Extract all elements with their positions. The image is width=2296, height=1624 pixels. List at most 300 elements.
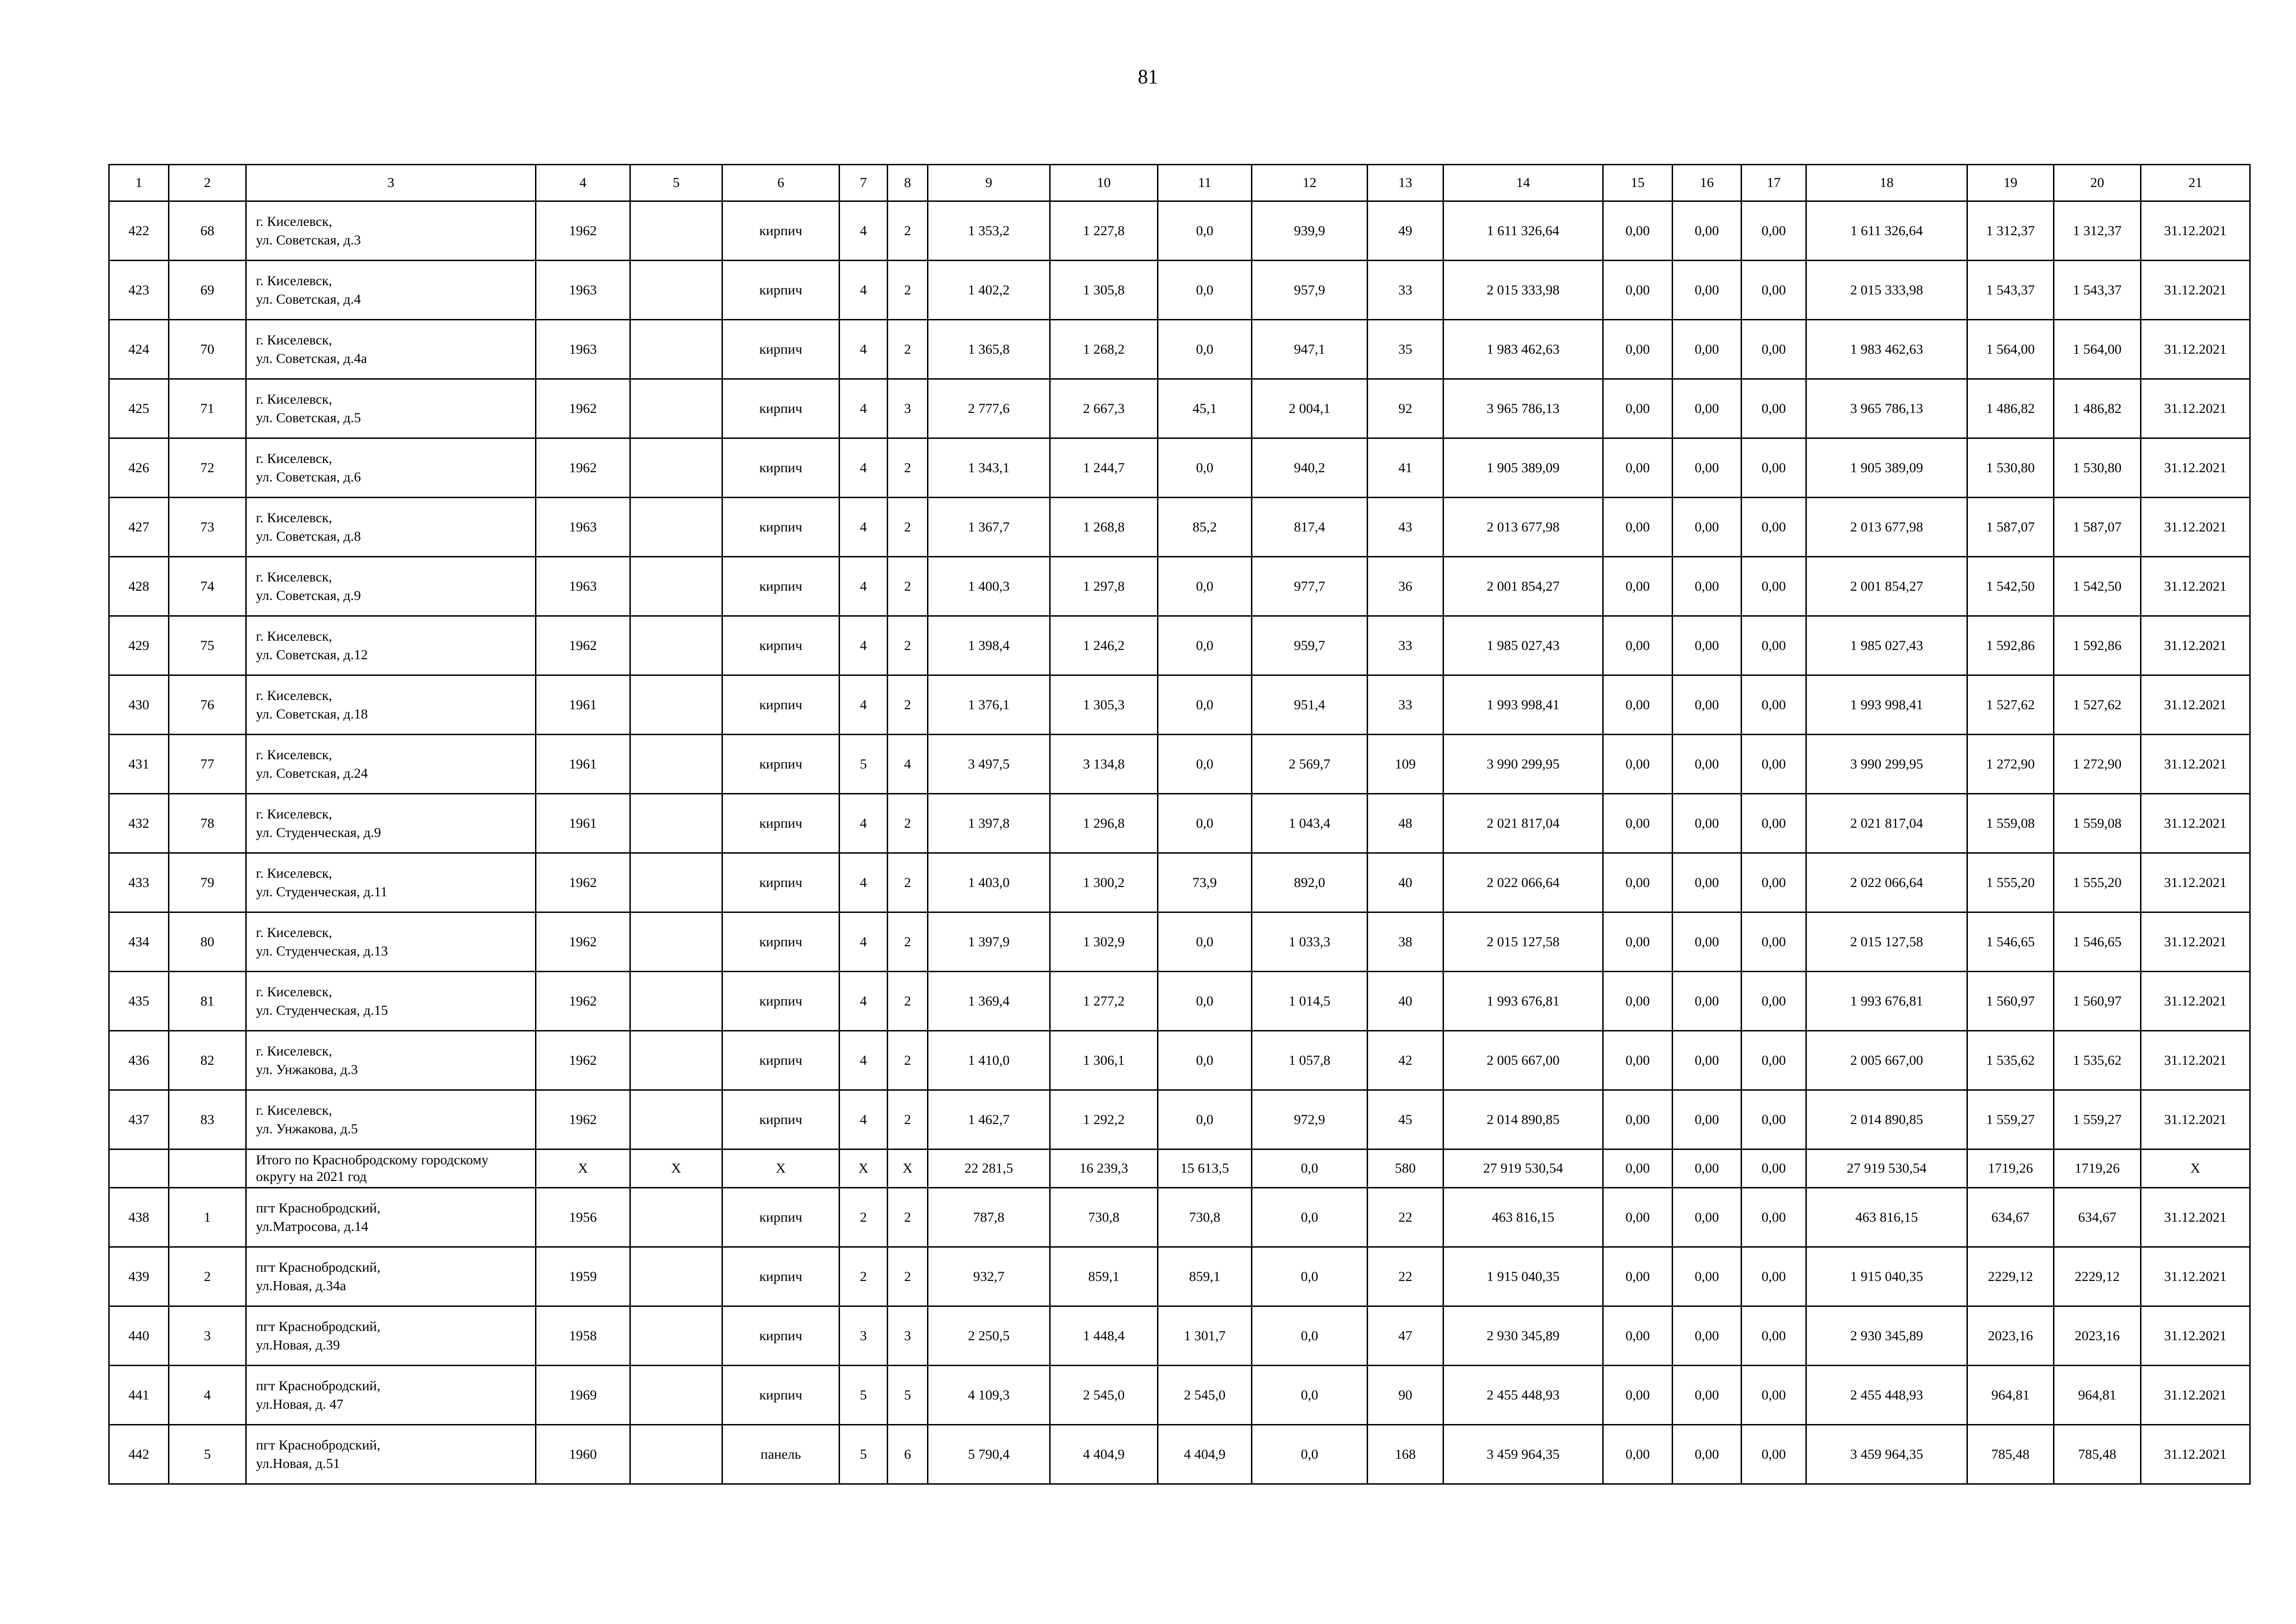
table-cell: 4 <box>840 794 888 853</box>
table-cell: 1962 <box>536 1090 630 1149</box>
table-cell: 76 <box>169 675 246 735</box>
table-cell: 0,0 <box>1158 1090 1252 1149</box>
table-cell: 1 905 389,09 <box>1806 438 1967 498</box>
table-cell: 0,0 <box>1158 794 1252 853</box>
table-cell: 48 <box>1368 794 1444 853</box>
table-cell: 2 <box>888 1090 928 1149</box>
table-cell: 3 <box>840 1306 888 1366</box>
table-cell: 1 530,80 <box>1967 438 2054 498</box>
table-cell: 1 546,65 <box>1967 912 2054 972</box>
table-cell: 1 300,2 <box>1050 853 1158 912</box>
table-cell: 1 555,20 <box>1967 853 2054 912</box>
address-line-city: г. Киселевск, <box>256 569 332 585</box>
table-cell: 2 001 854,27 <box>1444 557 1603 616</box>
table-cell: 31.12.2021 <box>2141 320 2250 379</box>
table-cell: 426 <box>109 438 169 498</box>
table-cell: 31.12.2021 <box>2141 616 2250 675</box>
table-cell: 33 <box>1368 616 1444 675</box>
table-cell: 1962 <box>536 379 630 438</box>
address-line-street: ул. Советская, д.24 <box>256 765 368 781</box>
table-cell: 4 404,9 <box>1158 1425 1252 1484</box>
table-cell: 0,00 <box>1603 379 1673 438</box>
table-cell: 73 <box>169 498 246 557</box>
table-cell: 71 <box>169 379 246 438</box>
table-cell: 1 397,9 <box>928 912 1050 972</box>
table-cell: 2 <box>888 498 928 557</box>
table-cell: 0,00 <box>1673 794 1742 853</box>
table-cell: 31.12.2021 <box>2141 438 2250 498</box>
table-cell <box>246 1425 536 1484</box>
table-cell: 0,00 <box>1673 1366 1742 1425</box>
table-cell: 1 542,50 <box>1967 557 2054 616</box>
table-cell: 5 <box>169 1425 246 1484</box>
table-cell <box>246 201 536 261</box>
table-cell: кирпич <box>722 320 840 379</box>
table-cell: 0,00 <box>1673 1306 1742 1366</box>
table-cell: 1 592,86 <box>1967 616 2054 675</box>
table-cell: 2 013 677,98 <box>1444 498 1603 557</box>
table-cell: 1 564,00 <box>2054 320 2141 379</box>
table-cell: 0,00 <box>1673 853 1742 912</box>
column-header: 13 <box>1368 165 1444 201</box>
table-cell: 4 <box>840 201 888 261</box>
address-line-city: г. Киселевск, <box>256 273 332 288</box>
table-cell: 424 <box>109 320 169 379</box>
table-cell <box>630 379 722 438</box>
address-line-street: ул. Советская, д.5 <box>256 410 361 425</box>
table-cell: 634,67 <box>1967 1188 2054 1247</box>
table-cell: 432 <box>109 794 169 853</box>
table-cell: 1 993 998,41 <box>1806 675 1967 735</box>
table-cell: 957,9 <box>1252 261 1368 320</box>
table-cell: 4 <box>840 438 888 498</box>
table-cell: 3 <box>169 1306 246 1366</box>
table-cell: 2 <box>888 320 928 379</box>
table-cell: 0,00 <box>1603 1188 1673 1247</box>
table-cell: 2 <box>888 438 928 498</box>
address-line-city: пгт Краснобродский, <box>256 1259 380 1275</box>
table-cell: 41 <box>1368 438 1444 498</box>
address-line-street: ул. Советская, д.6 <box>256 469 361 485</box>
table-cell: 4 <box>840 261 888 320</box>
table-cell: 0,00 <box>1603 972 1673 1031</box>
table-cell: 3 134,8 <box>1050 735 1158 794</box>
table-cell: 1 985 027,43 <box>1444 616 1603 675</box>
table-cell: 2 930 345,89 <box>1806 1306 1967 1366</box>
table-cell: 4 109,3 <box>928 1366 1050 1425</box>
table-cell: 85,2 <box>1158 498 1252 557</box>
table-row <box>109 616 2250 675</box>
table-cell: 1 983 462,63 <box>1444 320 1603 379</box>
table-cell: 817,4 <box>1252 498 1368 557</box>
table-cell: 1 587,07 <box>1967 498 2054 557</box>
table-cell: X <box>536 1149 630 1188</box>
table-cell: 0,00 <box>1603 1031 1673 1090</box>
table-cell: X <box>888 1149 928 1188</box>
table-cell: 1 367,7 <box>928 498 1050 557</box>
column-header: 9 <box>928 165 1050 201</box>
table-cell: 72 <box>169 438 246 498</box>
address-line-city: г. Киселевск, <box>256 1043 332 1059</box>
table-row <box>109 853 2250 912</box>
table-cell: кирпич <box>722 1188 840 1247</box>
table-cell: 4 <box>840 1031 888 1090</box>
table-row <box>109 1306 2250 1366</box>
table-cell: 1 535,62 <box>2054 1031 2141 1090</box>
column-header: 21 <box>2141 165 2250 201</box>
table-cell: 0,00 <box>1742 1366 1806 1425</box>
table-cell: 1 555,20 <box>2054 853 2141 912</box>
table-cell: 1 227,8 <box>1050 201 1158 261</box>
table-cell: 0,00 <box>1742 794 1806 853</box>
table-cell: 0,00 <box>1603 912 1673 972</box>
table-cell: X <box>840 1149 888 1188</box>
table-cell <box>246 675 536 735</box>
table-cell: 1 905 389,09 <box>1444 438 1603 498</box>
table-row <box>109 1031 2250 1090</box>
table-cell <box>630 1031 722 1090</box>
table-cell: 0,0 <box>1158 912 1252 972</box>
table-cell: 1 353,2 <box>928 201 1050 261</box>
table-cell: панель <box>722 1425 840 1484</box>
table-cell: 31.12.2021 <box>2141 498 2250 557</box>
table-cell <box>630 1306 722 1366</box>
table-cell: 1962 <box>536 853 630 912</box>
address-line-street: ул. Студенческая, д.11 <box>256 884 388 899</box>
table-cell: 1 244,7 <box>1050 438 1158 498</box>
table-cell: 109 <box>1368 735 1444 794</box>
column-header: 1 <box>109 165 169 201</box>
table-cell: 0,00 <box>1603 438 1673 498</box>
table-cell: 0,00 <box>1673 1031 1742 1090</box>
table-cell: 0,00 <box>1673 1090 1742 1149</box>
table-cell: 0,00 <box>1603 735 1673 794</box>
table-cell: 1 527,62 <box>2054 675 2141 735</box>
table-cell: 433 <box>109 853 169 912</box>
table-cell: 22 <box>1368 1188 1444 1247</box>
table-cell: 0,00 <box>1742 379 1806 438</box>
address-line-street: ул. Советская, д.9 <box>256 587 361 603</box>
address-line-street: ул. Советская, д.8 <box>256 528 361 544</box>
table-cell: 2 <box>888 912 928 972</box>
table-cell: 730,8 <box>1050 1188 1158 1247</box>
table-cell: 431 <box>109 735 169 794</box>
address-line-city: г. Киселевск, <box>256 747 332 762</box>
table-cell: 79 <box>169 853 246 912</box>
table-cell <box>630 794 722 853</box>
table-cell: 1962 <box>536 616 630 675</box>
table-cell: 0,00 <box>1673 1149 1742 1188</box>
table-cell: 1 543,37 <box>2054 261 2141 320</box>
table-cell: 4 <box>840 912 888 972</box>
address-line-street: ул.Матросова, д.14 <box>256 1218 368 1234</box>
table-cell: 0,00 <box>1603 675 1673 735</box>
table-cell: 1 486,82 <box>2054 379 2141 438</box>
address-line-street: ул. Студенческая, д.15 <box>256 1002 388 1018</box>
column-header: 15 <box>1603 165 1673 201</box>
address-line-city: г. Киселевск, <box>256 450 332 466</box>
table-cell: 0,00 <box>1603 794 1673 853</box>
table-cell: 2 569,7 <box>1252 735 1368 794</box>
table-cell: 0,00 <box>1603 201 1673 261</box>
table-cell: 1719,26 <box>2054 1149 2141 1188</box>
table-cell: 442 <box>109 1425 169 1484</box>
table-cell <box>630 912 722 972</box>
table-cell: 3 459 964,35 <box>1806 1425 1967 1484</box>
table-cell: 47 <box>1368 1306 1444 1366</box>
table-cell: 0,00 <box>1742 1031 1806 1090</box>
table-cell: 31.12.2021 <box>2141 261 2250 320</box>
table-row <box>109 675 2250 735</box>
column-header: 7 <box>840 165 888 201</box>
table-cell <box>246 379 536 438</box>
table-cell: 940,2 <box>1252 438 1368 498</box>
address-line-street: ул. Советская, д.4 <box>256 291 361 307</box>
table-cell: 2 545,0 <box>1050 1366 1158 1425</box>
table-cell: 932,7 <box>928 1247 1050 1306</box>
address-line-street: ул. Студенческая, д.9 <box>256 824 381 840</box>
address-line-city: г. Киселевск, <box>256 510 332 525</box>
table-cell: 787,8 <box>928 1188 1050 1247</box>
table-cell: 3 <box>888 379 928 438</box>
table-cell: 1 543,37 <box>1967 261 2054 320</box>
table-cell: 785,48 <box>1967 1425 2054 1484</box>
table-cell: 0,00 <box>1742 1425 1806 1484</box>
table-cell: 1 292,2 <box>1050 1090 1158 1149</box>
table-cell: 1 560,97 <box>2054 972 2141 1031</box>
table-cell: 4 <box>840 853 888 912</box>
table-cell: 0,00 <box>1603 1425 1673 1484</box>
table-cell <box>630 498 722 557</box>
table-cell: 423 <box>109 261 169 320</box>
table-cell: 40 <box>1368 972 1444 1031</box>
table-cell: кирпич <box>722 616 840 675</box>
table-cell: 1 369,4 <box>928 972 1050 1031</box>
table-cell: 3 965 786,13 <box>1444 379 1603 438</box>
table-cell: 964,81 <box>2054 1366 2141 1425</box>
table-cell: 31.12.2021 <box>2141 201 2250 261</box>
table-cell: 1 312,37 <box>1967 201 2054 261</box>
address-line-street: ул. Советская, д.18 <box>256 706 368 722</box>
table-cell: 1963 <box>536 498 630 557</box>
table-cell: 4 <box>840 972 888 1031</box>
table-cell: 1962 <box>536 1031 630 1090</box>
table-cell: 31.12.2021 <box>2141 1247 2250 1306</box>
table-cell: 1 985 027,43 <box>1806 616 1967 675</box>
header-row <box>109 165 2250 201</box>
table-cell: 1969 <box>536 1366 630 1425</box>
table-cell: 1 033,3 <box>1252 912 1368 972</box>
address-line-city: г. Киселевск, <box>256 1102 332 1118</box>
table-cell: 2 250,5 <box>928 1306 1050 1366</box>
table-cell: кирпич <box>722 675 840 735</box>
table-cell: 0,00 <box>1742 438 1806 498</box>
table-cell: 1 057,8 <box>1252 1031 1368 1090</box>
address-line-city: г. Киселевск, <box>256 924 332 940</box>
table-cell: 1 611 326,64 <box>1806 201 1967 261</box>
address-line-street: ул. Советская, д.12 <box>256 647 368 662</box>
table-cell: 2 455 448,93 <box>1444 1366 1603 1425</box>
table-cell: 49 <box>1368 201 1444 261</box>
table-cell: 1 246,2 <box>1050 616 1158 675</box>
table-row <box>109 379 2250 438</box>
table-cell: 4 <box>840 675 888 735</box>
table-cell <box>630 853 722 912</box>
table-cell <box>246 912 536 972</box>
table-cell: кирпич <box>722 1090 840 1149</box>
table-cell: 31.12.2021 <box>2141 1306 2250 1366</box>
table-cell: 0,00 <box>1673 438 1742 498</box>
table-cell: 4 <box>840 1090 888 1149</box>
table-cell: 1 587,07 <box>2054 498 2141 557</box>
table-cell: 1 915 040,35 <box>1444 1247 1603 1306</box>
table-cell: 2 022 066,64 <box>1806 853 1967 912</box>
table-cell: 1 297,8 <box>1050 557 1158 616</box>
table-cell: 0,0 <box>1158 557 1252 616</box>
table-cell: кирпич <box>722 261 840 320</box>
table-cell: 31.12.2021 <box>2141 1425 2250 1484</box>
table-cell: 0,00 <box>1673 1247 1742 1306</box>
table-cell <box>246 853 536 912</box>
table-cell: 1 402,2 <box>928 261 1050 320</box>
table-cell: 78 <box>169 794 246 853</box>
table-cell: 16 239,3 <box>1050 1149 1158 1188</box>
table-row <box>109 972 2250 1031</box>
table-cell <box>630 320 722 379</box>
table-cell: 0,00 <box>1742 1149 1806 1188</box>
table-row <box>109 1188 2250 1247</box>
address-line-city: пгт Краснобродский, <box>256 1378 380 1393</box>
table-cell <box>630 1188 722 1247</box>
table-cell: 2 <box>840 1188 888 1247</box>
table-cell: 1 462,7 <box>928 1090 1050 1149</box>
table-cell: 1 486,82 <box>1967 379 2054 438</box>
table-cell: 1 043,4 <box>1252 794 1368 853</box>
table-cell: 939,9 <box>1252 201 1368 261</box>
table-cell: 168 <box>1368 1425 1444 1484</box>
table-cell: 2229,12 <box>2054 1247 2141 1306</box>
table-cell: 2 777,6 <box>928 379 1050 438</box>
table-cell: 92 <box>1368 379 1444 438</box>
column-header: 2 <box>169 165 246 201</box>
table-row <box>109 498 2250 557</box>
table-cell: 892,0 <box>1252 853 1368 912</box>
table-cell: 1 983 462,63 <box>1806 320 1967 379</box>
table-cell: 1 915 040,35 <box>1806 1247 1967 1306</box>
table-cell: 0,0 <box>1158 972 1252 1031</box>
table-cell: 0,00 <box>1742 616 1806 675</box>
table-cell: 1 306,1 <box>1050 1031 1158 1090</box>
table-cell: кирпич <box>722 1366 840 1425</box>
table-cell: 1 560,97 <box>1967 972 2054 1031</box>
table-row <box>109 912 2250 972</box>
table-cell: 38 <box>1368 912 1444 972</box>
table-cell: 463 816,15 <box>1444 1188 1603 1247</box>
table-cell: 43 <box>1368 498 1444 557</box>
table-cell: X <box>2141 1149 2250 1188</box>
table-cell <box>246 1247 536 1306</box>
table-cell: 1 305,3 <box>1050 675 1158 735</box>
column-header: 14 <box>1444 165 1603 201</box>
table-cell: 31.12.2021 <box>2141 379 2250 438</box>
table-cell: 1 301,7 <box>1158 1306 1252 1366</box>
table-cell: 42 <box>1368 1031 1444 1090</box>
table-cell <box>246 1149 536 1188</box>
table-cell: 45 <box>1368 1090 1444 1149</box>
table-cell: 785,48 <box>2054 1425 2141 1484</box>
table-cell: кирпич <box>722 735 840 794</box>
table-cell: 1962 <box>536 438 630 498</box>
column-header: 19 <box>1967 165 2054 201</box>
table-cell: 1960 <box>536 1425 630 1484</box>
table-cell <box>246 616 536 675</box>
table-cell: 1 535,62 <box>1967 1031 2054 1090</box>
table-cell <box>246 498 536 557</box>
table-cell <box>246 438 536 498</box>
table-cell: 2 014 890,85 <box>1806 1090 1967 1149</box>
table-cell: 3 459 964,35 <box>1444 1425 1603 1484</box>
table-row <box>109 1090 2250 1149</box>
table-cell: 1962 <box>536 912 630 972</box>
table-cell: 2 021 817,04 <box>1806 794 1967 853</box>
table-row <box>109 794 2250 853</box>
table-cell: 1961 <box>536 735 630 794</box>
table-cell <box>246 735 536 794</box>
table-cell: 0,00 <box>1742 735 1806 794</box>
table-cell <box>246 557 536 616</box>
table-row <box>109 557 2250 616</box>
table-cell: 2 <box>169 1247 246 1306</box>
table-body <box>109 165 2250 1484</box>
table-cell: 0,00 <box>1673 261 1742 320</box>
table-cell: 31.12.2021 <box>2141 972 2250 1031</box>
table-cell: 4 <box>169 1366 246 1425</box>
table-cell: 0,0 <box>1158 675 1252 735</box>
table-cell: 859,1 <box>1050 1247 1158 1306</box>
table-cell: 2 <box>888 853 928 912</box>
column-header: 10 <box>1050 165 1158 201</box>
table-cell: 2 <box>888 201 928 261</box>
table-cell: 2 <box>888 1031 928 1090</box>
table-cell <box>246 1366 536 1425</box>
table-cell: 15 613,5 <box>1158 1149 1252 1188</box>
table-cell <box>246 972 536 1031</box>
table-cell: 68 <box>169 201 246 261</box>
table-cell: 4 404,9 <box>1050 1425 1158 1484</box>
table-cell: 31.12.2021 <box>2141 1188 2250 1247</box>
table-cell: 0,00 <box>1742 1090 1806 1149</box>
column-header: 16 <box>1673 165 1742 201</box>
table-cell: 2 455 448,93 <box>1806 1366 1967 1425</box>
table-cell: 463 816,15 <box>1806 1188 1967 1247</box>
table-cell: 1 410,0 <box>928 1031 1050 1090</box>
table-cell: кирпич <box>722 912 840 972</box>
column-header: 20 <box>2054 165 2141 201</box>
table-cell: 4 <box>840 557 888 616</box>
table-cell: 441 <box>109 1366 169 1425</box>
table-cell: 40 <box>1368 853 1444 912</box>
table-cell: 1962 <box>536 201 630 261</box>
table-row <box>109 201 2250 261</box>
table-cell: 1719,26 <box>1967 1149 2054 1188</box>
table-cell: 0,00 <box>1742 557 1806 616</box>
table-cell: 1 397,8 <box>928 794 1050 853</box>
table-cell: 2 015 127,58 <box>1444 912 1603 972</box>
table-cell: 2 545,0 <box>1158 1366 1252 1425</box>
table-cell: 4 <box>840 498 888 557</box>
table-cell: 2 <box>888 616 928 675</box>
table-cell: 2 014 890,85 <box>1444 1090 1603 1149</box>
